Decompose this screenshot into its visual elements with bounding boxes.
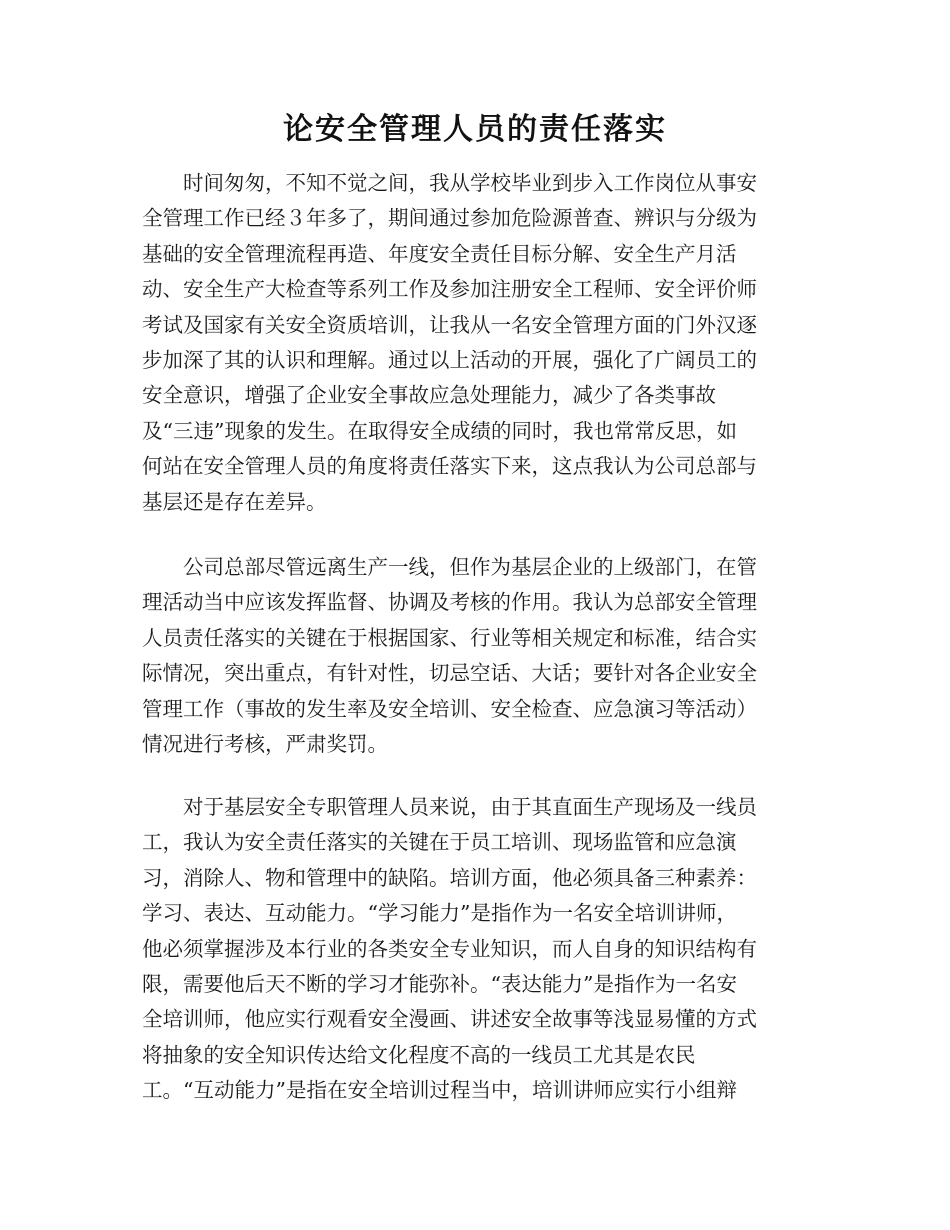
paragraph-3: [142, 790, 806, 1109]
text-line: 理活动当中应该发挥监督、协调及考核的作用。我认为总部安全管理: [142, 590, 757, 615]
text-line: 动、安全生产大检查等系列工作及参加注册安全工程师、安全评价师: [142, 277, 757, 302]
text-line: 他必须掌握涉及本行业的各类安全专业知识，而人自身的知识结构有: [142, 936, 757, 961]
text-line: 全培训师，他应实行观看安全漫画、讲述安全故事等浅显易懂的方式: [142, 1007, 757, 1032]
text-line: 步加深了其的认识和理解。通过以上活动的开展，强化了广阔员工的: [142, 347, 757, 372]
text-line: 管理工作（事故的发生率及安全培训、安全检查、应急演习等活动）: [142, 696, 757, 721]
text-line: 对于基层安全专职管理人员来说，由于其直面生产现场及一线员: [142, 795, 757, 819]
text-line: 习，消除人、物和管理中的缺陷。培训方面，他必须具备三种素养：: [142, 865, 757, 890]
text-line: 限，需要他后天不断的学习才能弥补。“表达能力”是指作为一名安: [142, 971, 737, 996]
text-line: 基础的安全管理流程再造、年度安全责任目标分解、安全生产月活: [142, 241, 737, 266]
text-line: 情况进行考核，严肃奖罚。: [142, 731, 388, 756]
text-line: 基层还是存在差异。: [142, 489, 327, 514]
paragraph-1: [142, 166, 806, 520]
text-line: 公司总部尽管远离生产一线，但作为基层企业的上级部门，在管: [142, 555, 757, 579]
page-title: 论安全管理人员的责任落实: [283, 112, 667, 147]
text-line: 学习、表达、互动能力。“学习能力”是指作为一名安全培训讲师，: [142, 901, 737, 926]
text-line: 将抽象的安全知识传达给文化程度不高的一线员工尤其是农民: [142, 1042, 696, 1067]
text-line: 工，我认为安全责任落实的关键在于员工培训、现场监管和应急演: [142, 830, 737, 855]
text-line: 安全意识，增强了企业安全事故应急处理能力，减少了各类事故: [142, 383, 716, 408]
text-line: 及“三违”现象的发生。在取得安全成绩的同时，我也常常反思，如: [142, 418, 737, 443]
text-line: 考试及国家有关安全资质培训，让我从一名安全管理方面的门外汉逐: [142, 312, 757, 337]
text-line: 何站在安全管理人员的角度将责任落实下来，这点我认为公司总部与: [142, 454, 757, 479]
paragraph-2: [142, 550, 806, 762]
text-line: 全管理工作已经３年多了，期间通过参加危险源普查、辨识与分级为: [142, 206, 757, 231]
text-line: 工。“互动能力”是指在安全培训过程当中，培训讲师应实行小组辩: [142, 1078, 737, 1103]
text-line: 际情况，突出重点，有针对性，切忌空话、大话；要针对各企业安全: [142, 661, 757, 686]
text-line: 时间匆匆，不知不觉之间，我从学校毕业到步入工作岗位从事安: [142, 171, 757, 195]
text-line: 人员责任落实的关键在于根据国家、行业等相关规定和标准，结合实: [142, 625, 757, 650]
